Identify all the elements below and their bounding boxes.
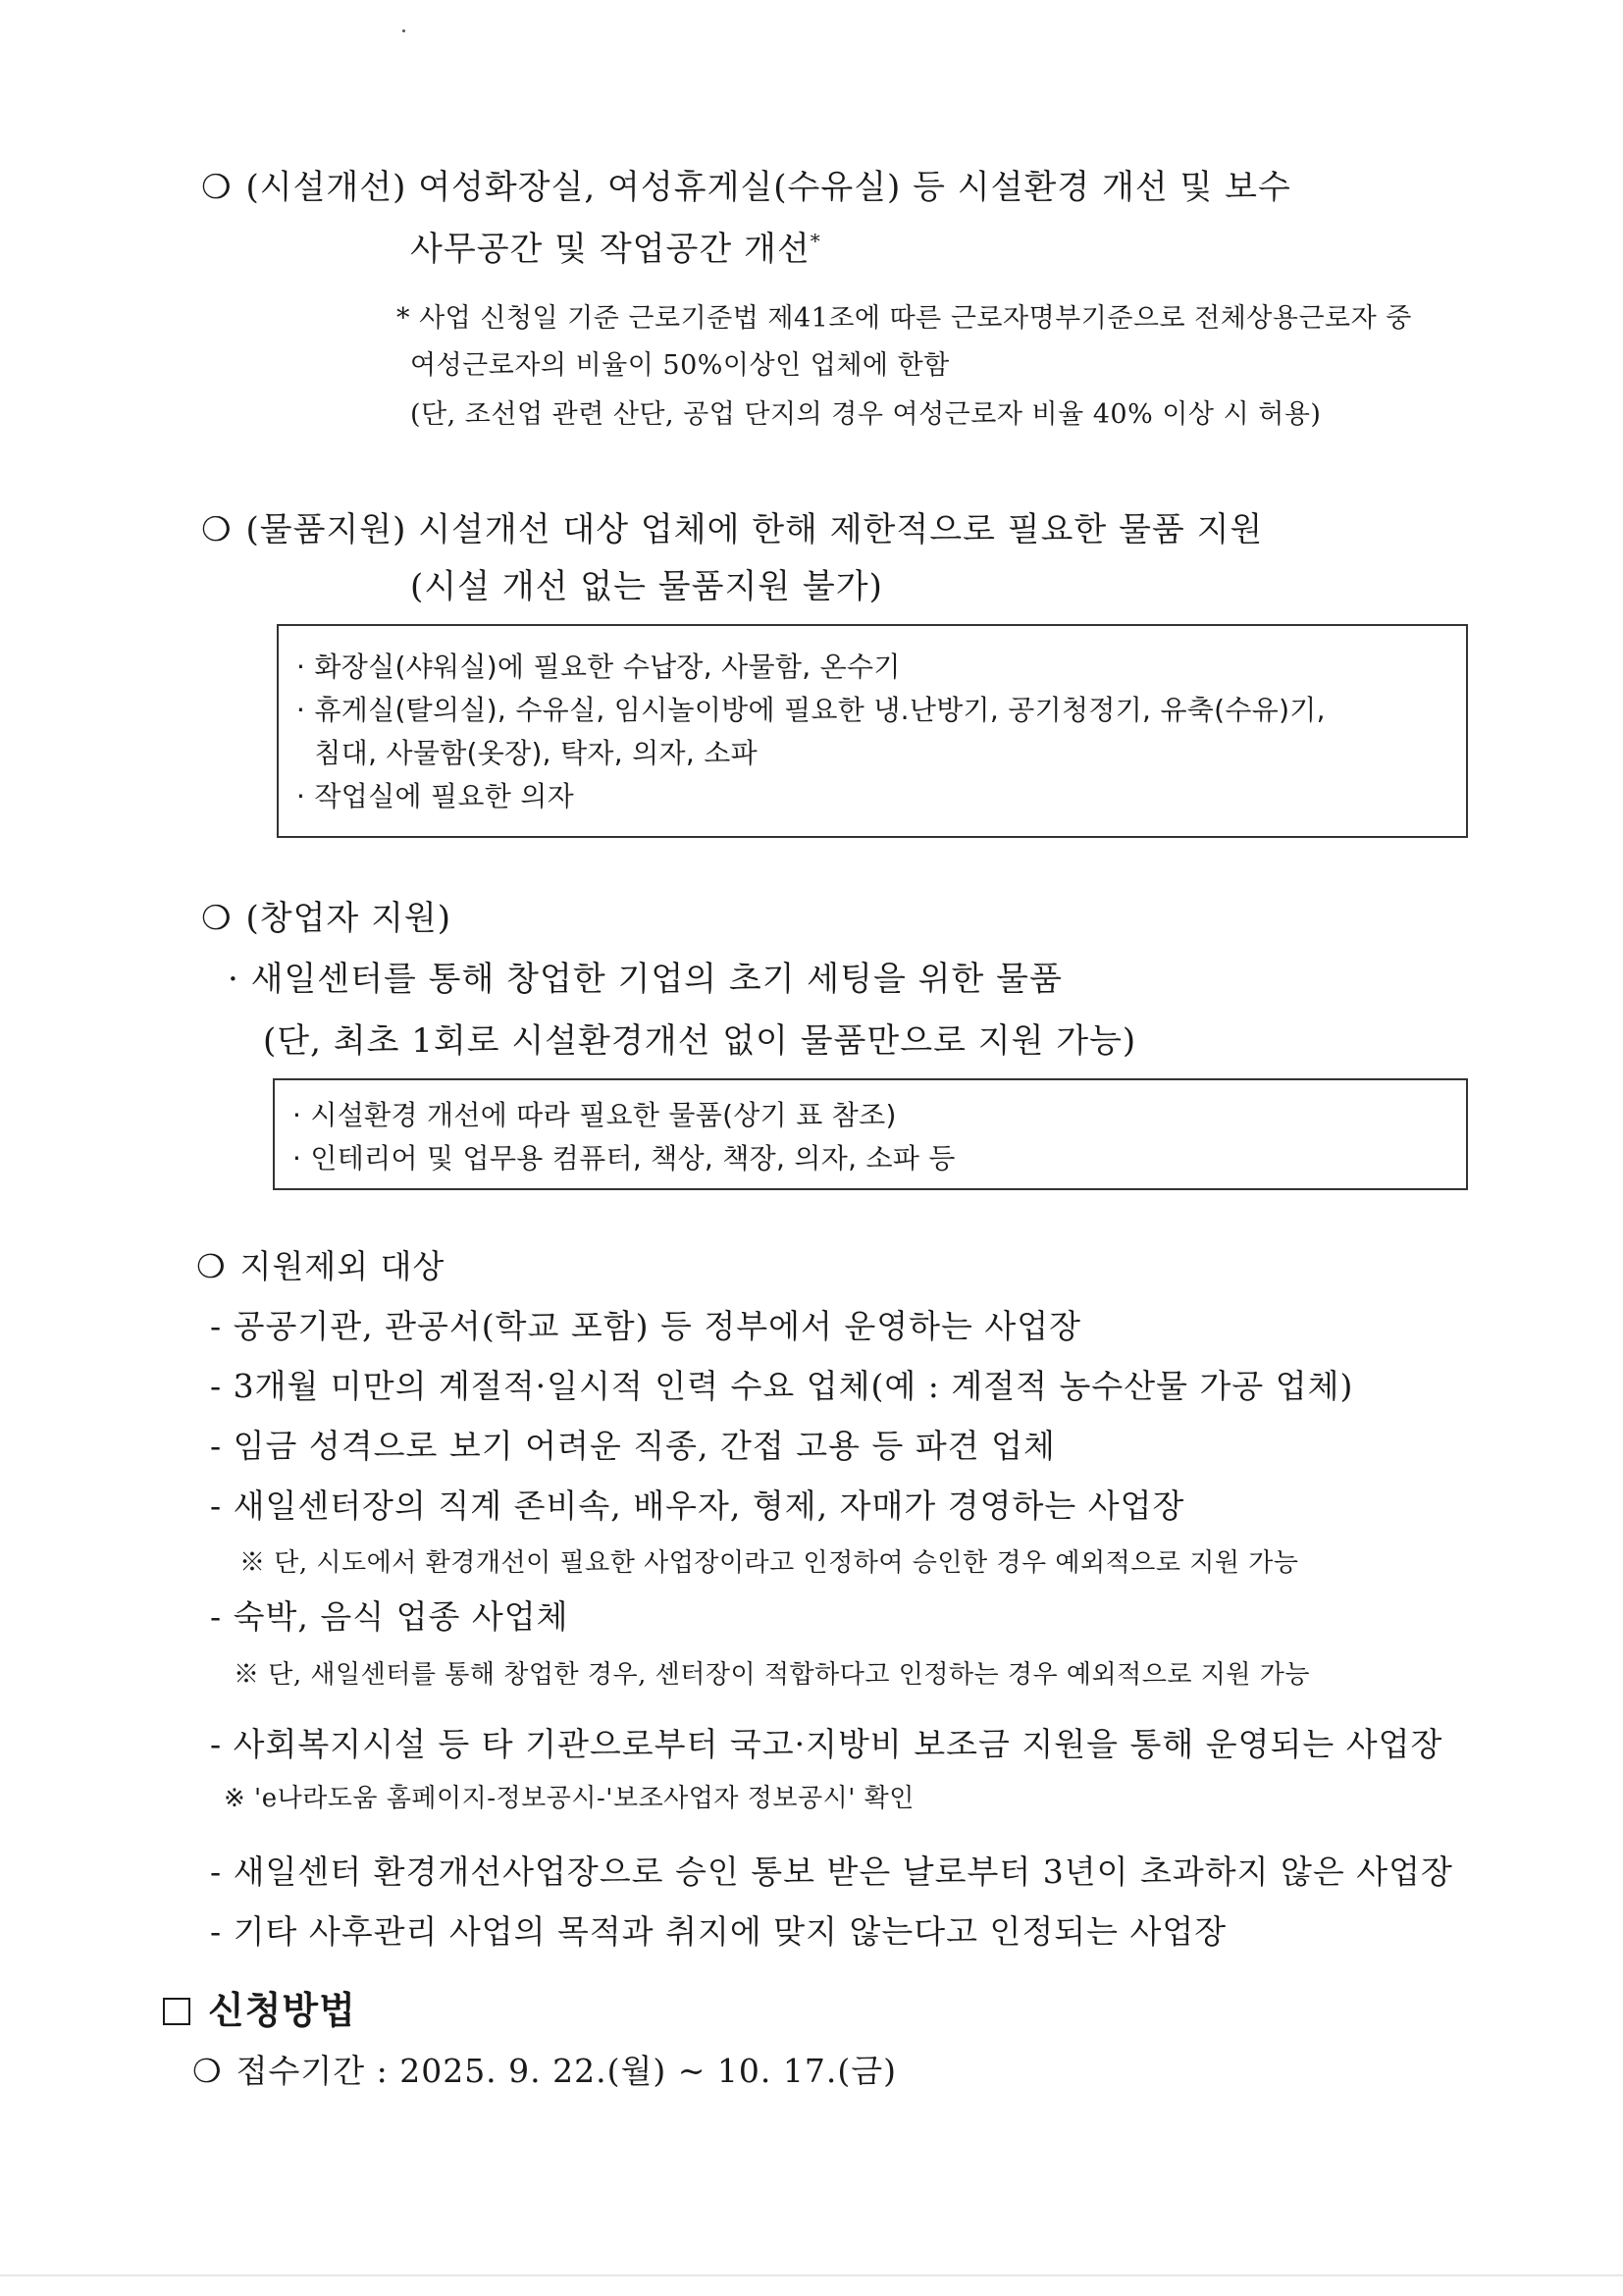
exclusion-item: - 새일센터장의 직계 존비속, 배우자, 형제, 자매가 경영하는 사업장 [210,1487,1185,1525]
goods-line2: (시설 개선 없는 물품지원 불가) [410,567,883,606]
square-bullet-icon [163,1998,190,2025]
startup-line2: · 새일센터를 통해 창업한 기업의 초기 세팅을 위한 물품 [228,960,1063,999]
exclusions-heading [196,1241,445,1287]
exclusion-item: - 기타 사후관리 사업의 목적과 취지에 맞지 않는다고 인정되는 사업장 [210,1912,1228,1951]
exclusion-item: - 공공기관, 관공서(학교 포함) 등 정부에서 운영하는 사업장 [210,1307,1082,1345]
circle-bullet-icon: ❍ [201,168,233,207]
goods-box-item: · 휴게실(탈의실), 수유실, 임시놀이방에 필요한 냉.난방기, 공기청정기, 유축(수유)기, [296,694,1326,726]
exclusions-title: 지원제외 대상 [239,1247,445,1285]
scan-speck [402,29,405,32]
startup-line3: (단, 최초 1회로 시설환경개선 없이 물품만으로 지원 가능) [263,1021,1137,1061]
facility-note-2: 여성근로자의 비율이 50%이상인 업체에 한함 [410,350,950,381]
exclusion-item: - 3개월 미만의 계절적·일시적 인력 수요 업체(예 : 계절적 농수산물 가공 업체) [210,1367,1354,1405]
exclusion-note: ※ 'e나라도움 홈페이지-정보공시-'보조사업자 정보공시' 확인 [224,1784,915,1813]
facility-heading [201,160,1291,208]
startup-box-item: · 시설환경 개선에 따라 필요한 물품(상기 표 참조) [292,1099,897,1131]
goods-box-item: · 화장실(샤워실)에 필요한 수납장, 사물함, 온수기 [296,651,901,683]
apply-period: 접수기간 : 2025. 9. 22.(월) ~ 10. 17.(금) [236,2052,897,2090]
circle-bullet-icon: ❍ [201,510,233,549]
goods-box-item: 침대, 사물함(옷장), 탁자, 의자, 소파 [296,737,758,769]
asterisk-mark: * [810,229,821,253]
circle-bullet-icon: ❍ [201,899,233,938]
apply-heading [163,1980,356,2034]
facility-line1: (시설개선) 여성화장실, 여성휴게실(수유실) 등 시설환경 개선 및 보수 [245,168,1291,207]
startup-box-item: · 인테리어 및 업무용 컴퓨터, 책상, 책장, 의자, 소파 등 [292,1142,956,1174]
exclusion-item: - 새일센터 환경개선사업장으로 승인 통보 받은 날로부터 3년이 초과하지 않은 사업장 [210,1852,1453,1891]
facility-line2: 사무공간 및 작업공간 개선 [410,230,811,269]
apply-period-line [192,2046,897,2092]
startup-heading [201,891,451,939]
circle-bullet-icon: ❍ [196,1247,227,1285]
apply-heading-text: 신청방법 [208,1989,356,2032]
goods-box-item: · 작업실에 필요한 의자 [296,780,574,812]
startup-item-box [273,1078,1468,1190]
goods-item-box [277,624,1468,838]
goods-heading [201,502,1263,550]
exclusion-note: ※ 단, 새일센터를 통해 창업한 경우, 센터장이 적합하다고 인정하는 경우 예외적으로 지원 가능 [234,1660,1310,1690]
exclusion-item: - 숙박, 음식 업종 사업체 [210,1597,569,1636]
exclusion-note: ※ 단, 시도에서 환경개선이 필요한 사업장이라고 인정하여 승인한 경우 예외적으로 지원 가능 [239,1548,1299,1578]
goods-line1: (물품지원) 시설개선 대상 업체에 한해 제한적으로 필요한 물품 지원 [245,510,1264,549]
facility-note-3: (단, 조선업 관련 산단, 공업 단지의 경우 여성근로자 비율 40% 이상 시 허용) [410,399,1322,430]
facility-line2-wrap [410,222,821,270]
exclusion-item: - 임금 성격으로 보기 어려운 직종, 간접 고용 등 파견 업체 [210,1427,1056,1465]
startup-line1: (창업자 지원) [245,899,452,938]
facility-note-1: * 사업 신청일 기준 근로기준법 제41조에 따른 근로자명부기준으로 전체상용근로자 중 [396,303,1412,334]
circle-bullet-icon: ❍ [192,2052,223,2090]
exclusion-item: - 사회복지시설 등 타 기관으로부터 국고·지방비 보조금 지원을 통해 운영되는 사업장 [210,1725,1443,1763]
page-bottom-edge [0,2274,1623,2276]
